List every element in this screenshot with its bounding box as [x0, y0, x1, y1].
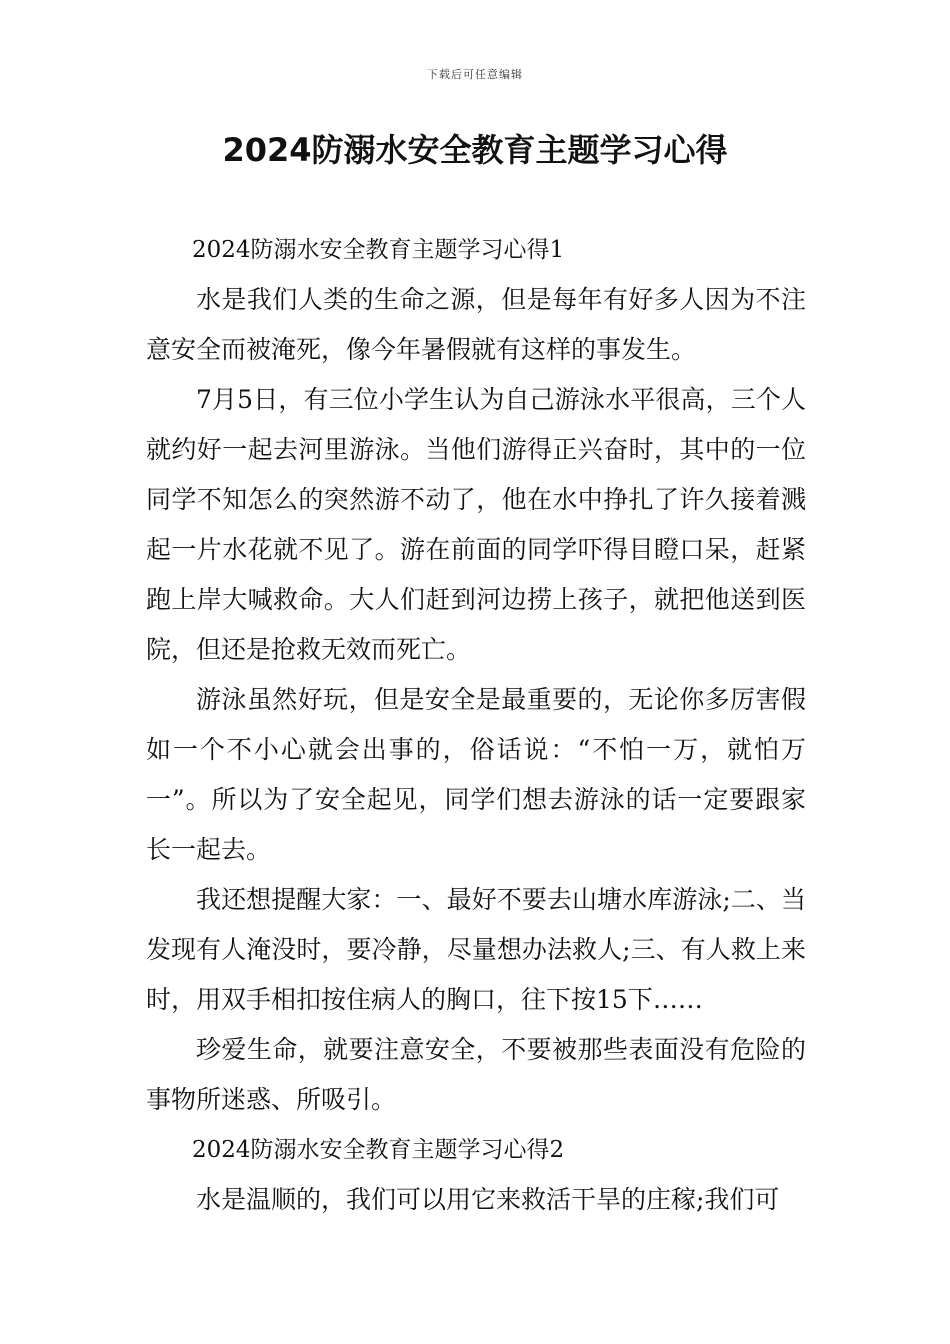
- section-heading-1: 2024防溺水安全教育主题学习心得1: [192, 237, 565, 263]
- document-title: 2024防溺水安全教育主题学习心得: [222, 131, 728, 169]
- paragraph: 水是我们人类的生命之源，但是每年有好多人因为不注意安全而被淹死，像今年暑假就有这样的事发生。: [146, 285, 806, 364]
- paragraph: 游泳虽然好玩，但是安全是最重要的，无论你多厉害假如一个不小心就会出事的，俗话说：“不怕一万，就怕万一”。所以为了安全起见，同学们想去游泳的话一定要跟家长一起去。: [146, 685, 806, 864]
- section-heading-2: 2024防溺水安全教育主题学习心得2: [192, 1137, 565, 1163]
- paragraph: 珍爱生命，就要注意安全，不要被那些表面没有危险的事物所迷惑、所吸引。: [146, 1035, 806, 1114]
- paragraph: 水是温顺的，我们可以用它来救活干旱的庄稼;我们可: [196, 1185, 780, 1214]
- document-body: [146, 225, 806, 1225]
- paragraph: 我还想提醒大家：一、最好不要去山塘水库游泳;二、当发现有人淹没时，要冷静，尽量想办法救人;三、有人救上来时，用双手相扣按住病人的胸口，往下按15下……: [146, 885, 806, 1014]
- paragraph: 7月5日，有三位小学生认为自己游泳水平很高，三个人就约好一起去河里游泳。当他们游得正兴奋时，其中的一位同学不知怎么的突然游不动了，他在水中挣扎了许久接着溅起一片水花就不见了。游在前面的同学吓得目瞪口呆，赶紧跑上岸大喊救命。大人们赶到河边捞上孩子，就把他送到医院，但还是抢救无效而死亡。: [146, 385, 806, 664]
- page-header-note: 下载后可任意编辑: [427, 68, 523, 81]
